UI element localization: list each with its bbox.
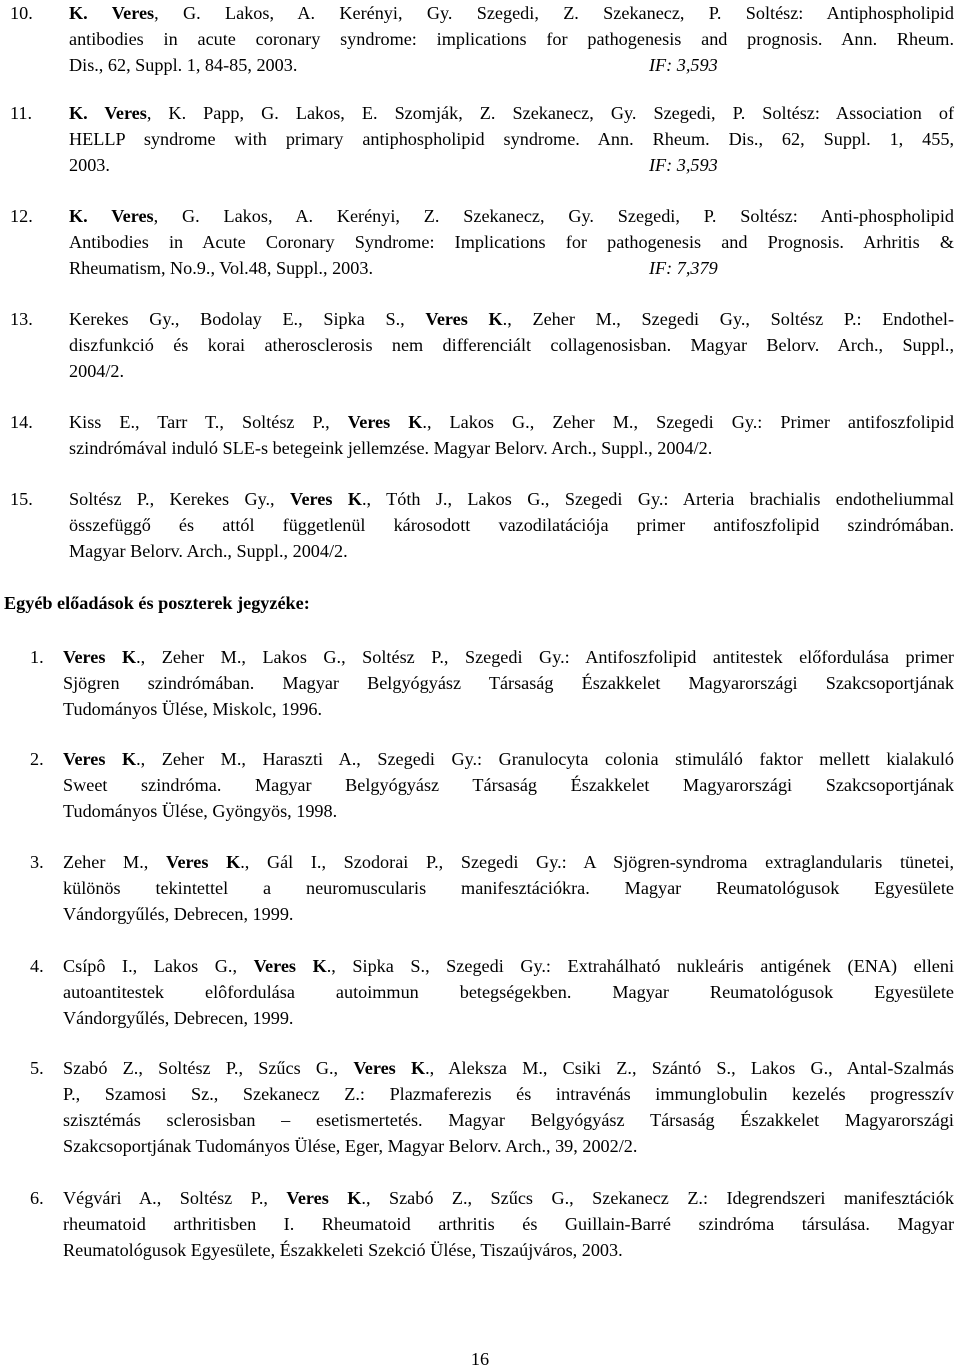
text-line: Vándorgyűlés, Debrecen, 1999.	[63, 904, 294, 924]
entry-text	[63, 1185, 954, 1263]
entry-text	[69, 203, 954, 281]
text-line: Tudományos Ülése, Gyöngyös, 1998.	[63, 801, 338, 821]
author-highlight: K. Veres	[69, 103, 147, 123]
author-highlight: K. Veres	[69, 3, 155, 23]
text-line: Kiss E., Tarr T., Soltész P., Veres K., Lakos G., Zeher M., Szegedi Gy.: Primer antifoszfolipid	[69, 412, 955, 432]
text-line: Kerekes Gy., Bodolay E., Sipka S., Veres K., Zeher M., Szegedi Gy., Soltész P.: Endothel-	[69, 309, 954, 329]
entry-number: 4.	[30, 956, 44, 976]
entry-text	[69, 0, 954, 78]
publication-entry-12	[0, 203, 958, 281]
text-line: Veres K., Zeher M., Haraszti A., Szegedi Gy.: Granulocyta colonia stimuláló faktor mellett kialakuló	[63, 749, 954, 769]
talk-entry-5	[0, 1055, 958, 1159]
text-line: Rheumatism, No.9., Vol.48, Suppl., 2003.	[69, 258, 373, 278]
entry-number: 11.	[10, 103, 33, 123]
entry-text	[63, 849, 954, 927]
entry-number: 2.	[30, 749, 44, 769]
author-highlight: Veres K	[286, 1188, 362, 1208]
text-line: Soltész P., Kerekes Gy., Veres K., Tóth J., Lakos G., Szegedi Gy.: Arteria brachialis endotheliummal	[69, 489, 955, 509]
publication-entry-10	[0, 0, 958, 78]
entry-text	[69, 306, 954, 384]
text-line: összefüggő és attól függetlenül károsodott vazodilatációja primer antifoszfolipid szindrómában.	[69, 515, 954, 535]
author-highlight: Veres K	[353, 1058, 426, 1078]
text-line: Reumatológusok Egyesülete, Északkeleti Szekció Ülése, Tiszaújváros, 2003.	[63, 1240, 623, 1260]
entry-text	[63, 1055, 954, 1159]
impact-factor: IF: 7,379	[649, 258, 718, 278]
impact-factor: IF: 3,593	[649, 155, 718, 175]
talk-entry-3	[0, 849, 958, 927]
entry-number: 12.	[10, 206, 33, 226]
text-line: Veres K., Zeher M., Lakos G., Soltész P., Szegedi Gy.: Antifoszfolipid antitestek előfordulása primer	[63, 647, 954, 667]
text-line: Végvári A., Soltész P., Veres K., Szabó Z., Szűcs G., Szekanecz Z.: Idegrendszeri manifesztációk	[63, 1188, 955, 1208]
entry-number: 3.	[30, 852, 44, 872]
author-highlight: Veres K	[290, 489, 362, 509]
text-line: Zeher M., Veres K., Gál I., Szodorai P., Szegedi Gy.: A Sjögren-syndroma extraglandularis tünetei,	[63, 852, 955, 872]
publication-entry-13	[0, 306, 958, 384]
entry-number: 1.	[30, 647, 44, 667]
talk-entry-6	[0, 1185, 958, 1263]
text-line: P., Szamosi Sz., Szekanecz Z.: Plazmaferezis és intravénás immunglobulin kezelés progresszív	[63, 1084, 954, 1104]
text-line: antibodies in acute coronary syndrome: implications for pathogenesis and prognosis. Ann. Rheum.	[69, 29, 954, 49]
entry-number: 5.	[30, 1058, 44, 1078]
text-line: Dis., 62, Suppl. 1, 84-85, 2003.	[69, 55, 298, 75]
author-highlight: Veres K	[165, 852, 241, 872]
talk-entry-4	[0, 953, 958, 1031]
text-line: diszfunkció és korai atherosclerosis nem differenciált collagenosisban. Magyar Belorv. Arch., Suppl.,	[69, 335, 954, 355]
text-line: Antibodies in Acute Coronary Syndrome: Implications for pathogenesis and Prognosis. Arhritis &	[69, 232, 954, 252]
entry-text	[63, 746, 954, 824]
entry-number: 10.	[10, 3, 33, 23]
text-line: 2004/2.	[69, 361, 125, 381]
text-line: K. Veres, K. Papp, G. Lakos, E. Szomják, Z. Szekanecz, Gy. Szegedi, P. Soltész: Association of	[69, 103, 954, 123]
talk-entry-1	[0, 644, 958, 722]
author-highlight: K. Veres	[69, 206, 154, 226]
text-line: Szakcsoportjának Tudományos Ülése, Eger, Magyar Belorv. Arch., 39, 2002/2.	[63, 1136, 638, 1156]
author-highlight: Veres K	[425, 309, 503, 329]
author-highlight: Veres K	[63, 749, 137, 769]
text-line: Sweet szindróma. Magyar Belgyógyász Társaság Északkelet Magyarországi Szakcsoportjának	[63, 775, 954, 795]
page-number: 16	[470, 1349, 490, 1369]
entry-text	[69, 409, 954, 461]
entry-number: 13.	[10, 309, 33, 329]
author-highlight: Veres K	[253, 956, 327, 976]
text-line: Szabó Z., Soltész P., Szűcs G., Veres K., Aleksza M., Csiki Z., Szántó S., Lakos G., Antal-Szalmás	[63, 1058, 955, 1078]
entry-text	[63, 953, 954, 1031]
talk-entry-2	[0, 746, 958, 824]
text-line: K. Veres, G. Lakos, A. Kerényi, Gy. Szegedi, Z. Szekanecz, P. Soltész: Antiphospholipid	[69, 3, 955, 23]
text-line: különös tekintettel a neuromuscularis manifesztációkra. Magyar Reumatológusok Egyesülete	[63, 878, 954, 898]
text-line: szisztémás sclerosisban – esetismertetés. Magyar Belgyógyász Társaság Északkelet Magyarországi	[63, 1110, 954, 1130]
entry-number: 6.	[30, 1188, 44, 1208]
impact-factor: IF: 3,593	[649, 55, 718, 75]
entry-number: 14.	[10, 412, 33, 432]
text-line: rheumatoid arthritisben I. Rheumatoid arthritis és Guillain-Barré szindróma társulása. Magyar	[63, 1214, 954, 1234]
text-line: autoantitestek elôfordulása autoimmun betegségekben. Magyar Reumatológusok Egyesülete	[63, 982, 954, 1002]
text-line: Tudományos Ülése, Miskolc, 1996.	[63, 699, 323, 719]
text-line: Magyar Belorv. Arch., Suppl., 2004/2.	[69, 541, 348, 561]
publication-entry-11	[0, 100, 958, 178]
text-line: szindrómával induló SLE-s betegeink jellemzése. Magyar Belorv. Arch., Suppl., 2004/2.	[69, 438, 713, 458]
text-line: Sjögren szindrómában. Magyar Belgyógyász Társaság Északkelet Magyarországi Szakcsoportjának	[63, 673, 954, 693]
text-line: Csípô I., Lakos G., Veres K., Sipka S., Szegedi Gy.: Extrahálható nukleáris antigének (ENA) elleni	[63, 956, 955, 976]
author-highlight: Veres K	[63, 647, 137, 667]
text-line: 2003.	[69, 155, 110, 175]
entry-text	[63, 644, 954, 722]
entry-number: 15.	[10, 489, 33, 509]
text-line: K. Veres, G. Lakos, A. Kerényi, Z. Szekanecz, Gy. Szegedi, P. Soltész: Anti-phospholipid	[69, 206, 954, 226]
text-line: Vándorgyűlés, Debrecen, 1999.	[63, 1008, 294, 1028]
section-title: Egyéb előadások és poszterek jegyzéke:	[4, 593, 310, 613]
entry-text	[69, 486, 954, 564]
publication-entry-14	[0, 409, 958, 461]
text-line: HELLP syndrome with primary antiphospholipid syndrome. Ann. Rheum. Dis., 62, Suppl. 1, 455,	[69, 129, 954, 149]
author-highlight: Veres K	[347, 412, 423, 432]
entry-text	[69, 100, 954, 178]
publication-entry-15	[0, 486, 958, 564]
